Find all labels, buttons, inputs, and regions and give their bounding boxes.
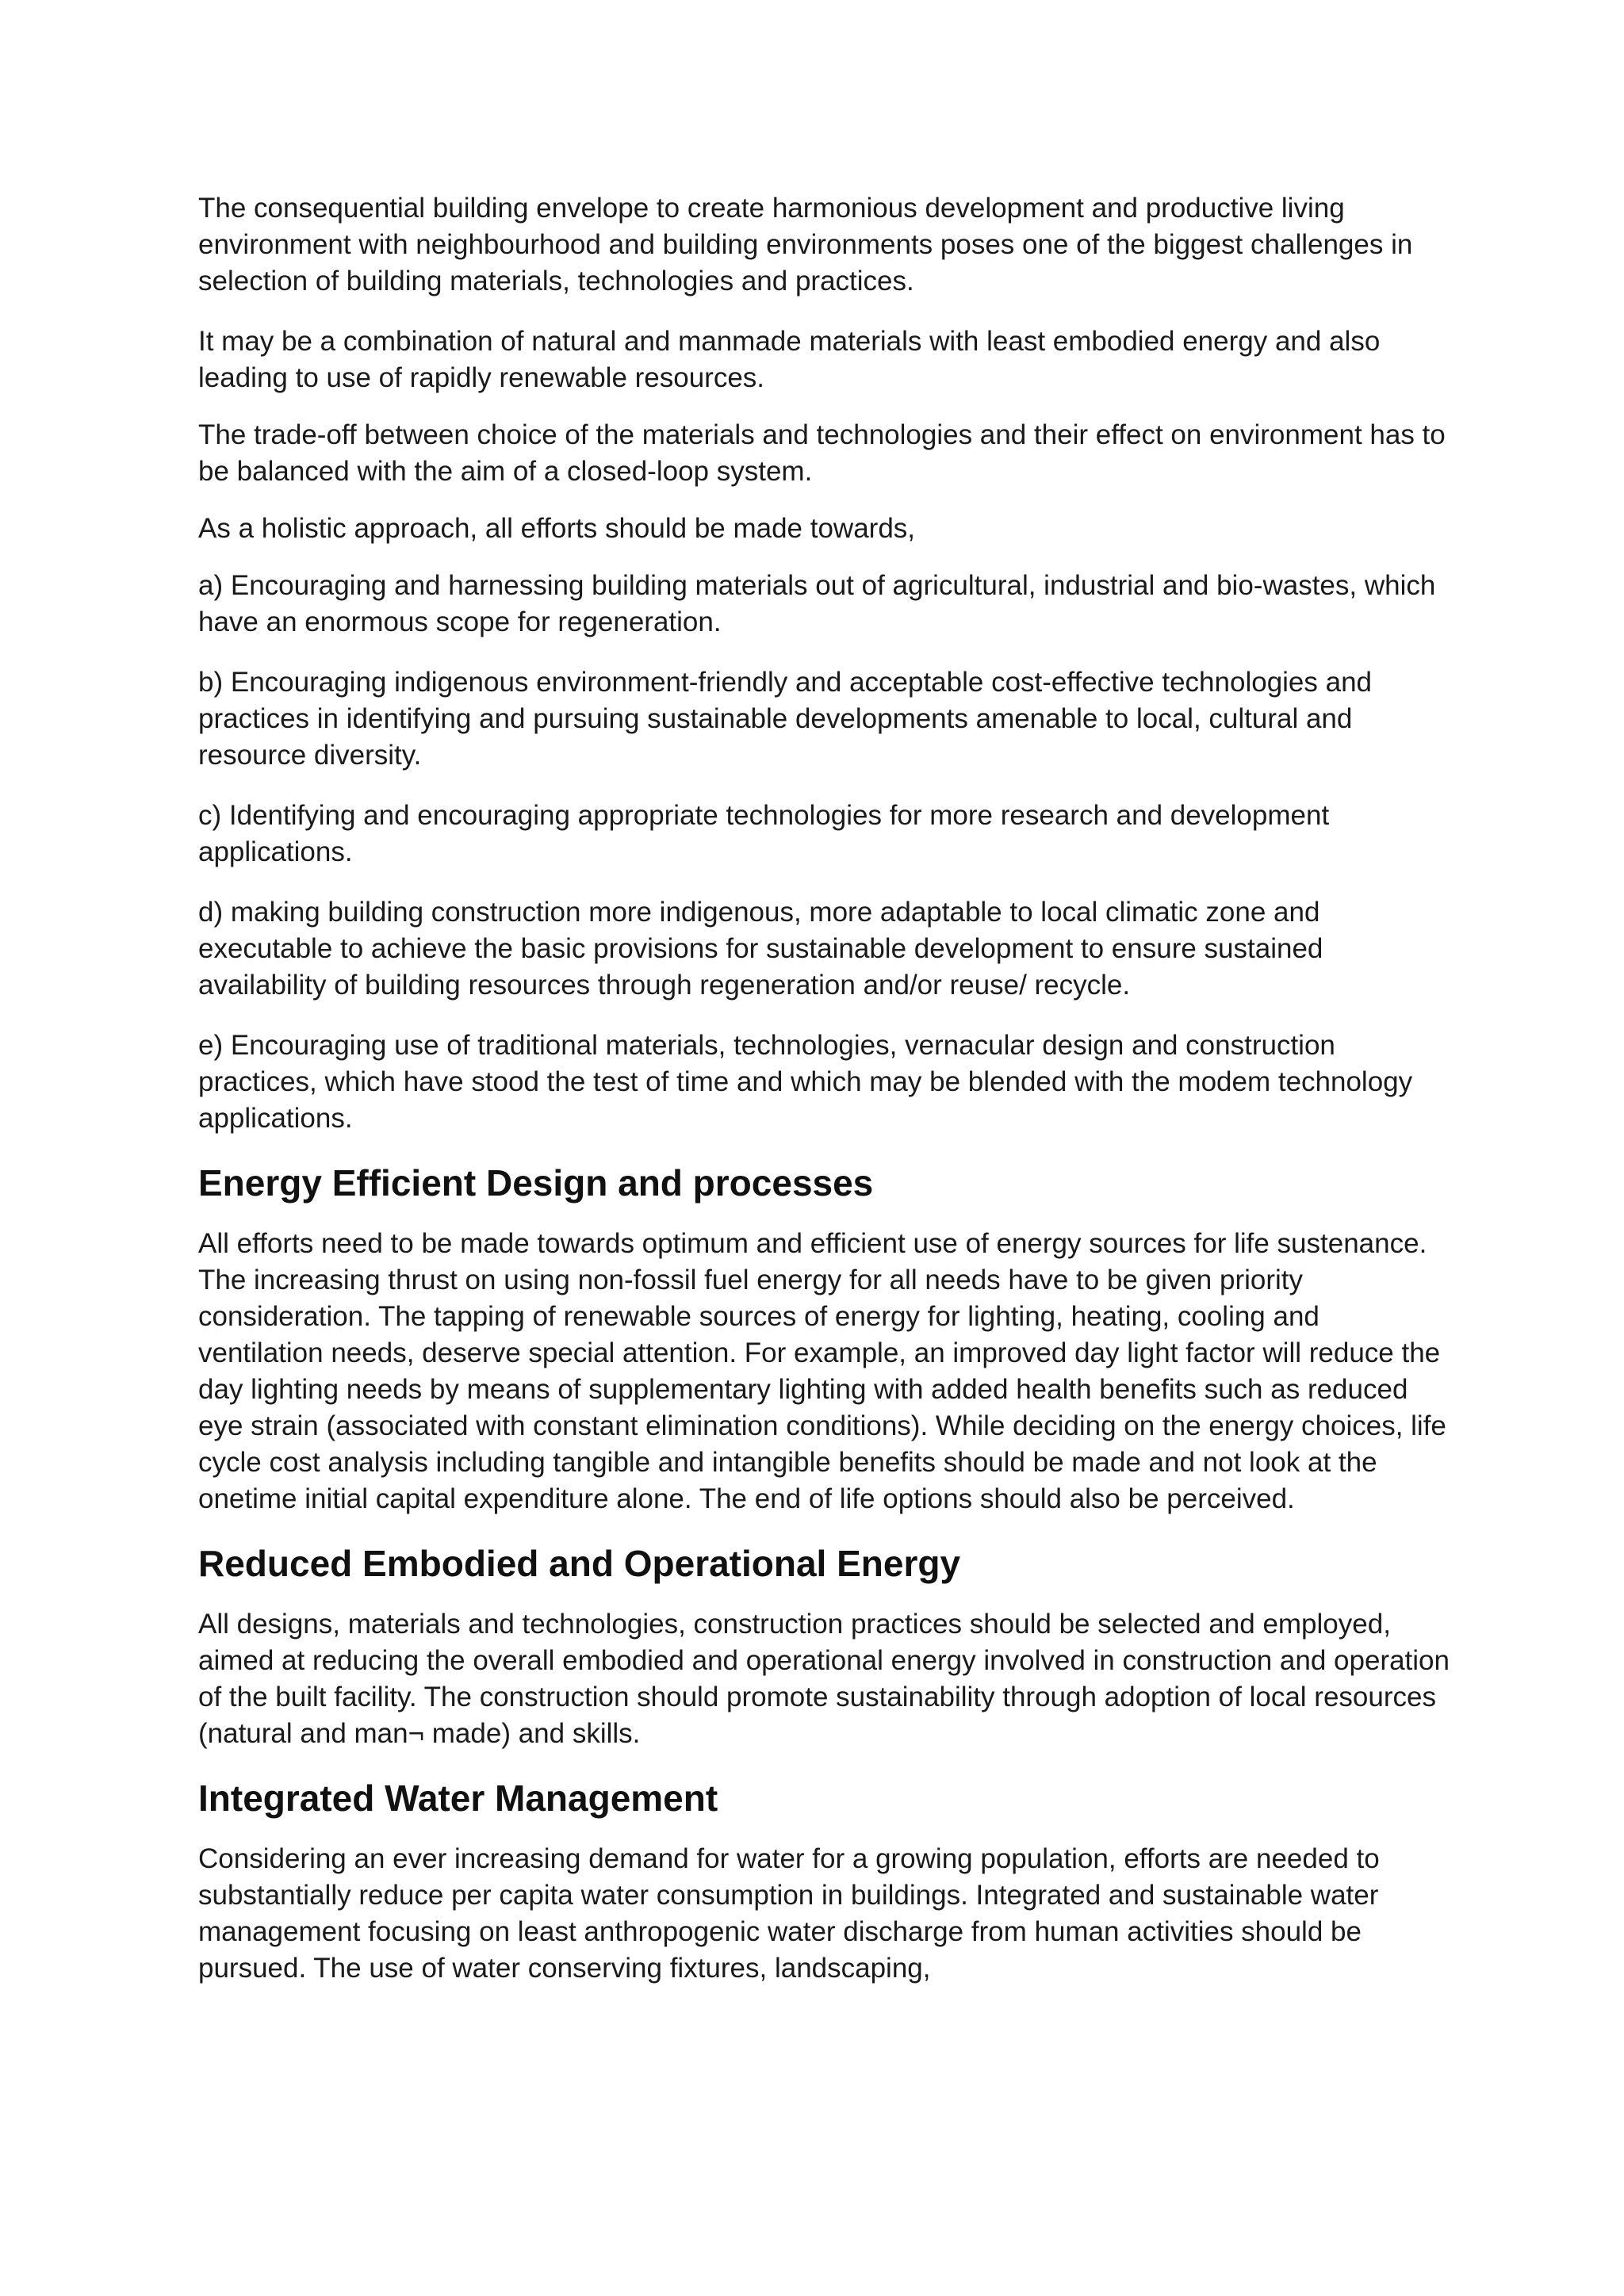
intro-paragraph-1: The consequential building envelope to create harmonious development and productive living environment with neighbourhood and building environments poses one of the biggest challenges in selection of building materials, technologies and practices. (198, 193, 1413, 297)
list-item-d: d) making building construction more indigenous, more adaptable to local climatic zone and executable to achieve the basic provisions for sustainable development to ensure sustained availability of building resources through regeneration and/or reuse/ recycle. (198, 897, 1323, 1001)
intro-paragraph-3: The trade-off between choice of the materials and technologies and their effect on environment has to be balanced with the aim of a closed-loop system. (198, 419, 1446, 487)
list-item-e: e) Encouraging use of traditional materials, technologies, vernacular design and construction practices, which have stood the test of time and which may be blended with the modem technology applications. (198, 1030, 1413, 1134)
section-heading-integrated-water-management: Integrated Water Management (198, 1777, 718, 1819)
intro-paragraph-4: As a holistic approach, all efforts should be made towards, (198, 513, 916, 544)
section-body-integrated-water-management: Considering an ever increasing demand for water for a growing population, efforts are needed to substantially reduce per capita water consumption in buildings. Integrated and sustainable water management focusing on least anthropogenic water discharge from human activities should be pursued. The use of water conserving fixtures, landscaping, (198, 1843, 1380, 1984)
list-item-b: b) Encouraging indigenous environment-friendly and acceptable cost-effective technologies and practices in identifying and pursuing sustainable developments amenable to local, cultural and resource diversity. (198, 667, 1373, 771)
list-item-c: c) Identifying and encouraging appropriate technologies for more research and development applications. (198, 800, 1330, 867)
intro-paragraph-2: It may be a combination of natural and manmade materials with least embodied energy and also leading to use of rapidly renewable resources. (198, 326, 1381, 393)
section-body-energy-efficient-design: All efforts need to be made towards optimum and efficient use of energy sources for life sustenance. The increasing thrust on using non-fossil fuel energy for all needs have to be given priority consideration. The tapping of renewable sources of energy for lighting, heating, cooling and ventilation needs, deserve special attention. For example, an improved day light factor will reduce the day lighting needs by means of supplementary lighting with added health benefits such as reduced eye strain (associated with constant elimination conditions). While deciding on the energy choices, life cycle cost analysis including tangible and intangible benefits should be made and not look at the onetime initial capital expenditure alone. The end of life options should also be perceived. (198, 1228, 1446, 1514)
section-heading-reduced-embodied-energy: Reduced Embodied and Operational Energy (198, 1543, 961, 1584)
document-page (198, 190, 1451, 2011)
list-item-a: a) Encouraging and harnessing building materials out of agricultural, industrial and bio-wastes, which have an enormous scope for regeneration. (198, 570, 1436, 637)
section-body-reduced-embodied-energy: All designs, materials and technologies, construction practices should be selected and employed, aimed at reducing the overall embodied and operational energy involved in construction and operation of the built facility. The construction should promote sustainability through adoption of local resources (natural and man¬ made) and skills. (198, 1609, 1450, 1749)
section-heading-energy-efficient-design: Energy Efficient Design and processes (198, 1162, 874, 1203)
